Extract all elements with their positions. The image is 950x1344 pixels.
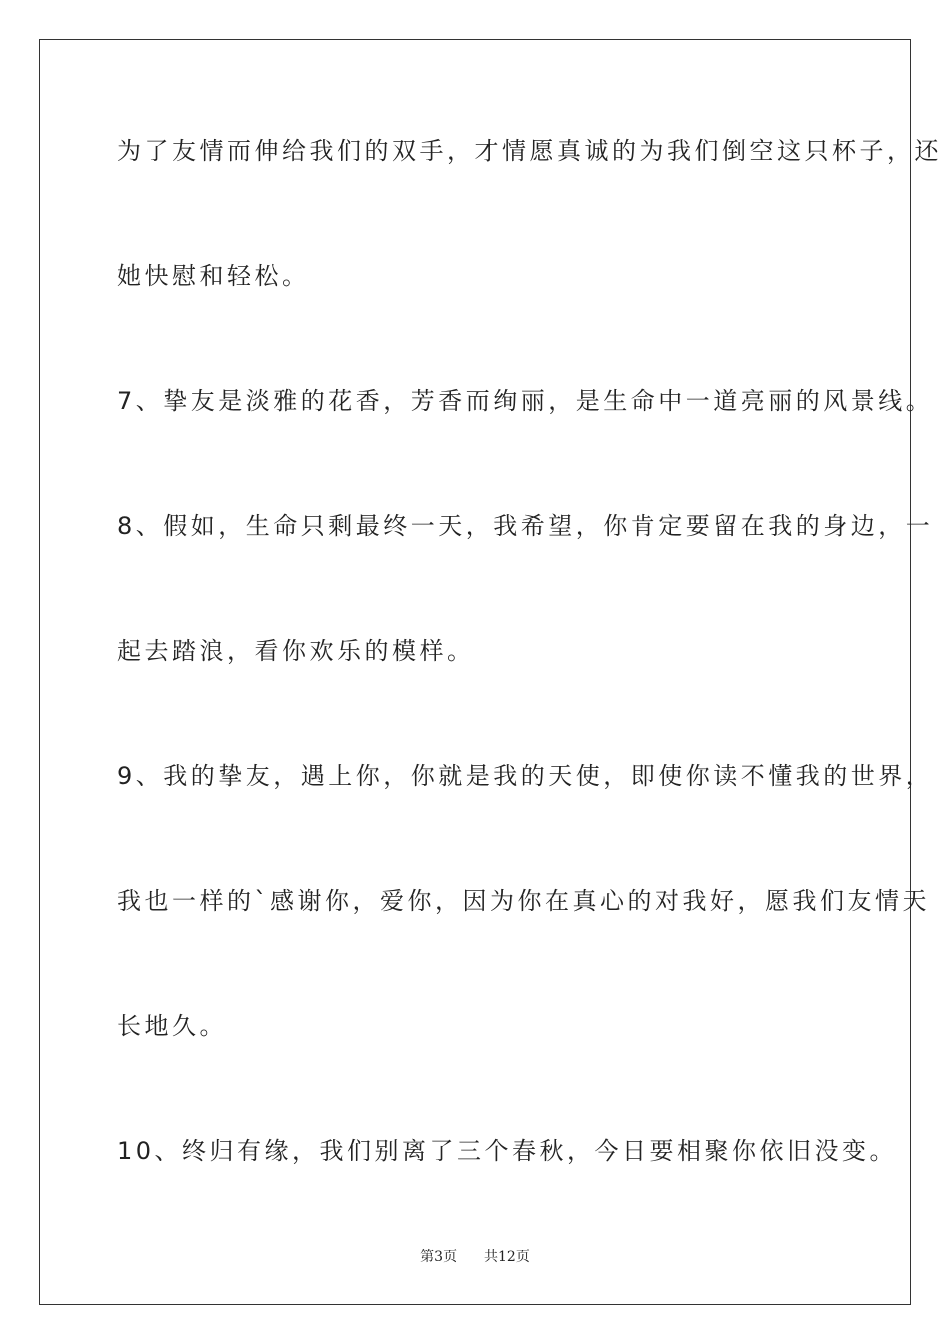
page-frame — [39, 39, 942, 1305]
text-line: 8、假如，生命只剩最终一天，我希望，你肯定要留在我的身边，一 — [117, 512, 934, 540]
page-number: 第3页 — [420, 1249, 458, 1265]
text-line: 她快慰和轻松。 — [117, 262, 310, 290]
text-line: 9、我的挚友，遇上你，你就是我的天使，即使你读不懂我的世界， — [117, 762, 934, 790]
text-line: 起去踏浪，看你欢乐的模样。 — [117, 637, 475, 665]
text-line: 7、挚友是淡雅的花香，芳香而绚丽，是生命中一道亮丽的风景线。 — [117, 387, 934, 415]
text-line: 我也一样的`感谢你，爱你，因为你在真心的对我好，愿我们友情天 — [117, 887, 930, 915]
text-line: 为了友情而伸给我们的双手，才情愿真诚的为我们倒空这只杯子，还 — [117, 137, 942, 165]
page-total: 共12页 — [484, 1249, 530, 1265]
text-line: 长地久。 — [117, 1012, 227, 1040]
page-footer — [40, 1248, 910, 1266]
text-line: 10、终归有缘，我们别离了三个春秋，今日要相聚你依旧没变。 — [117, 1137, 898, 1165]
